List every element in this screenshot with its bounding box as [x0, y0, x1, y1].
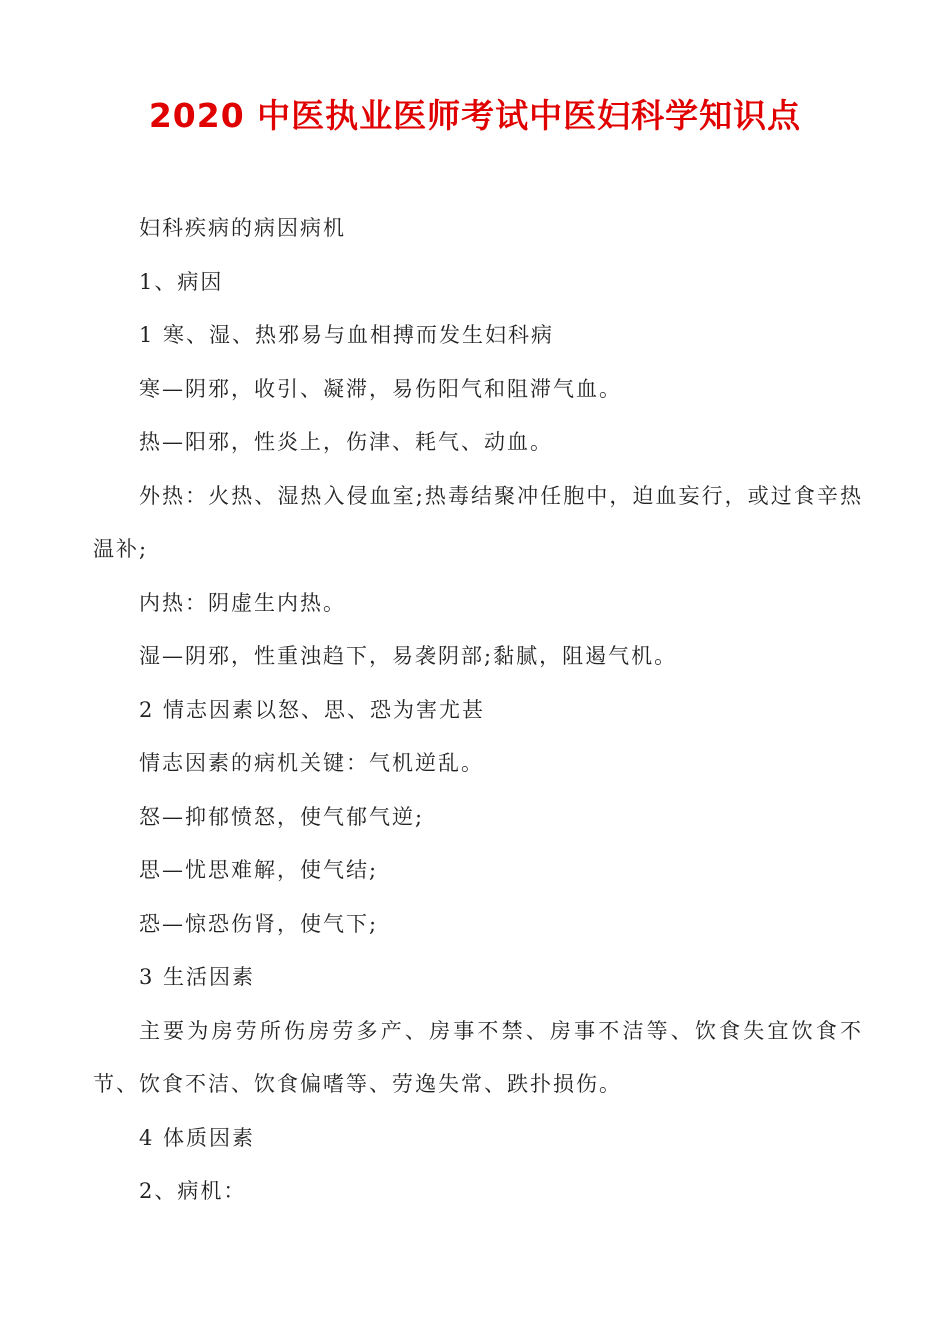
paragraph-external-heat: 外热：火热、湿热入侵血室;热毒结聚冲任胞中，迫血妄行，或过食辛热温补; — [93, 483, 863, 561]
paragraph-lifestyle-detail: 主要为房劳所伤房劳多产、房事不禁、房事不洁等、饮食失宜饮食不节、饮食不洁、饮食偏嗜等、劳逸失常、跌扑损伤。 — [93, 1018, 863, 1096]
paragraph-damp: 湿—阴邪，性重浊趋下，易袭阴部;黏腻，阻遏气机。 — [139, 644, 678, 668]
document-title: 2020 中医执业医师考试中医妇科学知识点 — [148, 96, 802, 135]
paragraph-emotional-key: 情志因素的病机关键：气机逆乱。 — [139, 751, 484, 775]
paragraph-heat: 热—阳邪，性炎上，伤津、耗气、动血。 — [139, 430, 553, 454]
paragraph-cold-damp-heat: 1 寒、湿、热邪易与血相搏而发生妇科病 — [139, 323, 555, 347]
document-body — [93, 202, 863, 1219]
paragraph-cold: 寒—阴邪，收引、凝滞，易伤阳气和阻滞气血。 — [139, 376, 622, 401]
paragraph-worry: 思—忧思难解，使气结; — [139, 858, 379, 882]
paragraph-internal-heat: 内热：阴虚生内热。 — [139, 590, 346, 615]
paragraph-anger: 怒—抑郁愤怒，使气郁气逆; — [139, 804, 425, 829]
paragraph-emotional-factors: 2 情志因素以怒、思、恐为害尤甚 — [139, 697, 486, 722]
paragraph-section-causes: 1、病因 — [139, 269, 224, 294]
paragraph-lifestyle-factors: 3 生活因素 — [139, 965, 256, 989]
paragraph-heading-causes-pathogenesis: 妇科疾病的病因病机 — [139, 216, 346, 240]
paragraph-constitution-factors: 4 体质因素 — [139, 1125, 256, 1150]
paragraph-section-pathogenesis: 2、病机： — [139, 1179, 247, 1203]
paragraph-fear: 恐—惊恐伤肾，使气下; — [139, 911, 379, 936]
